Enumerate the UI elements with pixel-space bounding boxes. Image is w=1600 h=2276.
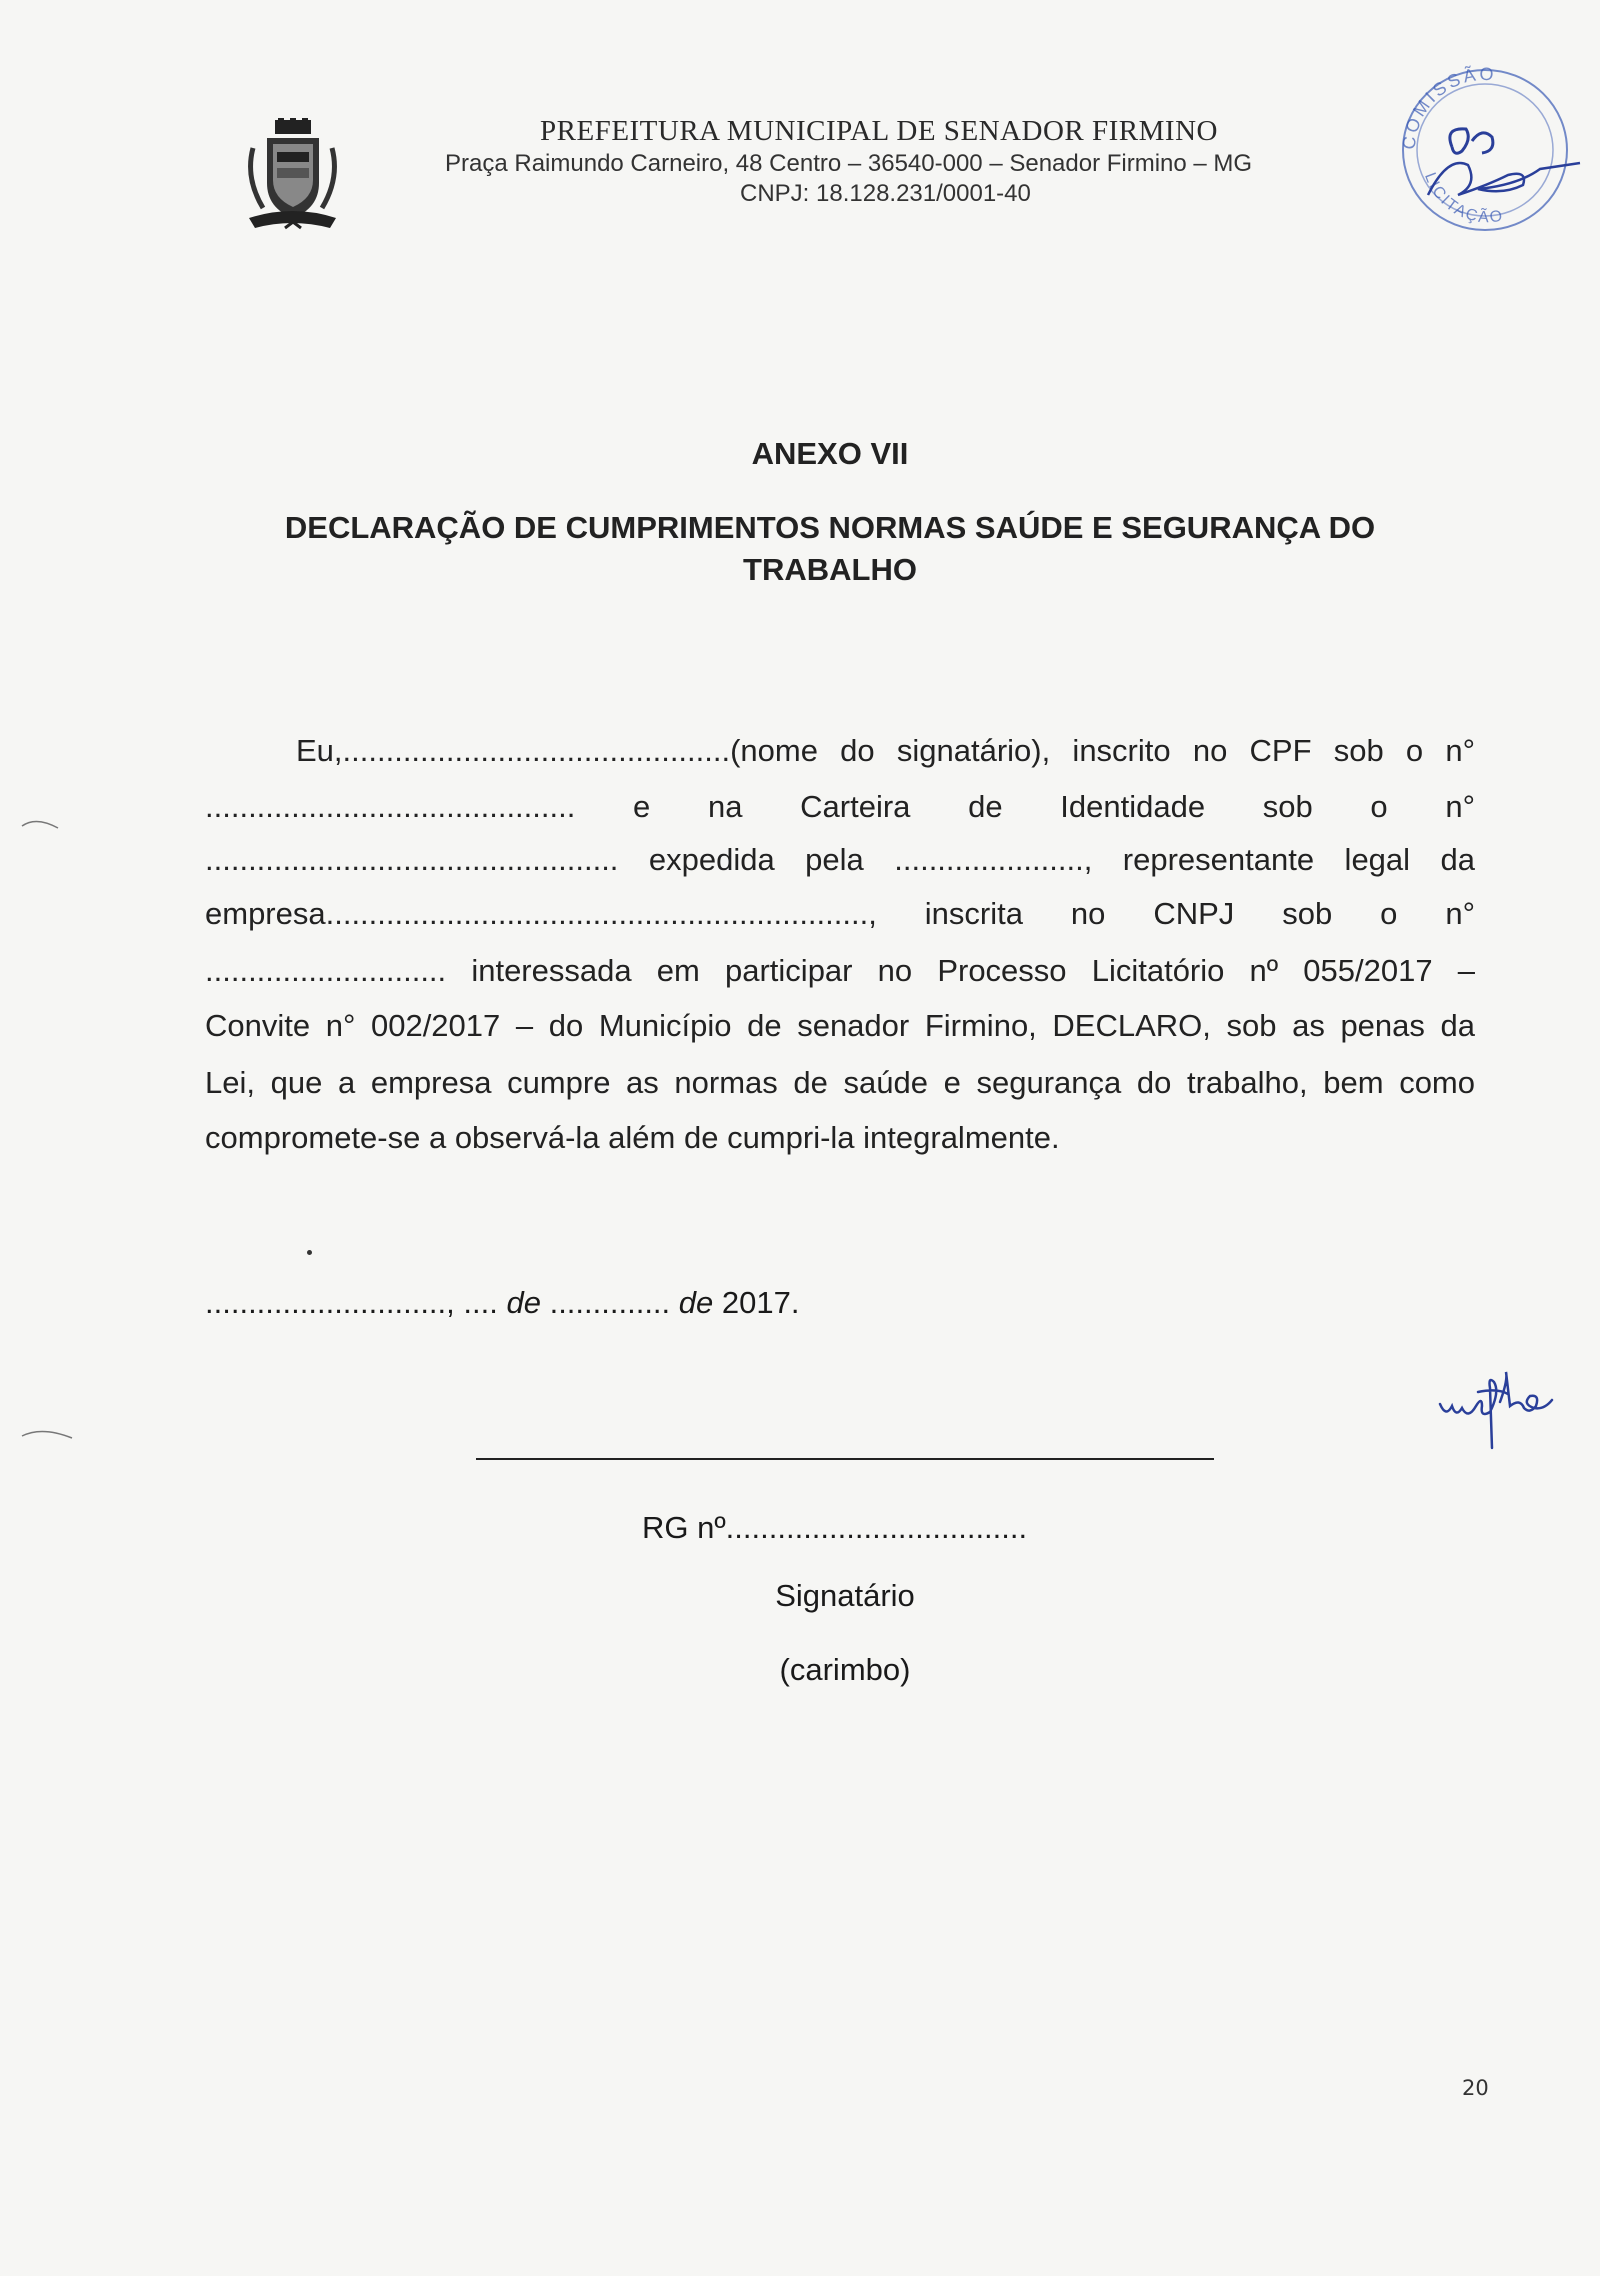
- municipal-coat-of-arms-icon: [245, 118, 340, 236]
- body-line-7: Lei, que a empresa cumpre as normas de saúde e segurança do trabalho, bem como: [205, 1065, 1475, 1100]
- commission-stamp-icon: [1380, 55, 1595, 240]
- header-title: PREFEITURA MUNICIPAL DE SENADOR FIRMINO: [540, 115, 1218, 147]
- body-line-1: Eu,.............................................(nome do signatário), inscrito no CPF sob o n°: [296, 733, 1475, 768]
- header-cnpj: CNPJ: 18.128.231/0001-40: [740, 180, 1031, 207]
- date-day: ....: [463, 1285, 507, 1320]
- body-line-3: ................................................ expedida pela ......................, representante legal da: [205, 842, 1475, 877]
- date-de-1: de: [506, 1285, 541, 1320]
- body-line-8: compromete-se a observá-la além de cumpri-la integralmente.: [205, 1120, 1060, 1155]
- handwritten-rubric-icon: [1438, 1362, 1600, 1452]
- annex-title: ANEXO VII: [751, 436, 909, 471]
- signature-line: [476, 1458, 1214, 1460]
- date-de-2: de: [678, 1285, 714, 1320]
- svg-text:COMISSÃO: [1399, 63, 1497, 150]
- date-month: ..............: [540, 1285, 679, 1320]
- stray-dot: [307, 1250, 312, 1255]
- body-line-6: Convite n° 002/2017 – do Município de senador Firmino, DECLARO, sob as penas da: [205, 1008, 1475, 1043]
- body-line-2: ........................................... e na Carteira de Identidade sob o n°: [205, 789, 1475, 824]
- body-line-5: ............................ interessada em participar no Processo Licitatório nº 055/2017 –: [205, 953, 1475, 988]
- date-year: 2017.: [713, 1285, 800, 1320]
- date-place: ............................,: [205, 1285, 455, 1320]
- stamp-text-bottom: LICITAÇÃO: [1421, 170, 1506, 227]
- declaration-title: DECLARAÇÃO DE CUMPRIMENTOS NORMAS SAÚDE E SEGURANÇA DO TRABALHO: [284, 510, 1376, 587]
- header-address: Praça Raimundo Carneiro, 48 Centro – 36540-000 – Senador Firmino – MG: [445, 150, 1253, 177]
- stamp-text-top: COMISSÃO: [1398, 63, 1497, 151]
- margin-mark: [20, 1426, 75, 1440]
- svg-text:LICITAÇÃO: [1421, 170, 1505, 226]
- body-line-4: empresa..............................................................., inscrita no CNPJ sob o n°: [205, 896, 1475, 931]
- date-line: [205, 1285, 799, 1321]
- stamp-label: (carimbo): [779, 1652, 911, 1687]
- page-number: 20: [1462, 2076, 1489, 2100]
- margin-mark: [20, 816, 60, 830]
- rg-field: RG nº...................................: [642, 1510, 1028, 1545]
- signatory-label: Signatário: [775, 1578, 915, 1613]
